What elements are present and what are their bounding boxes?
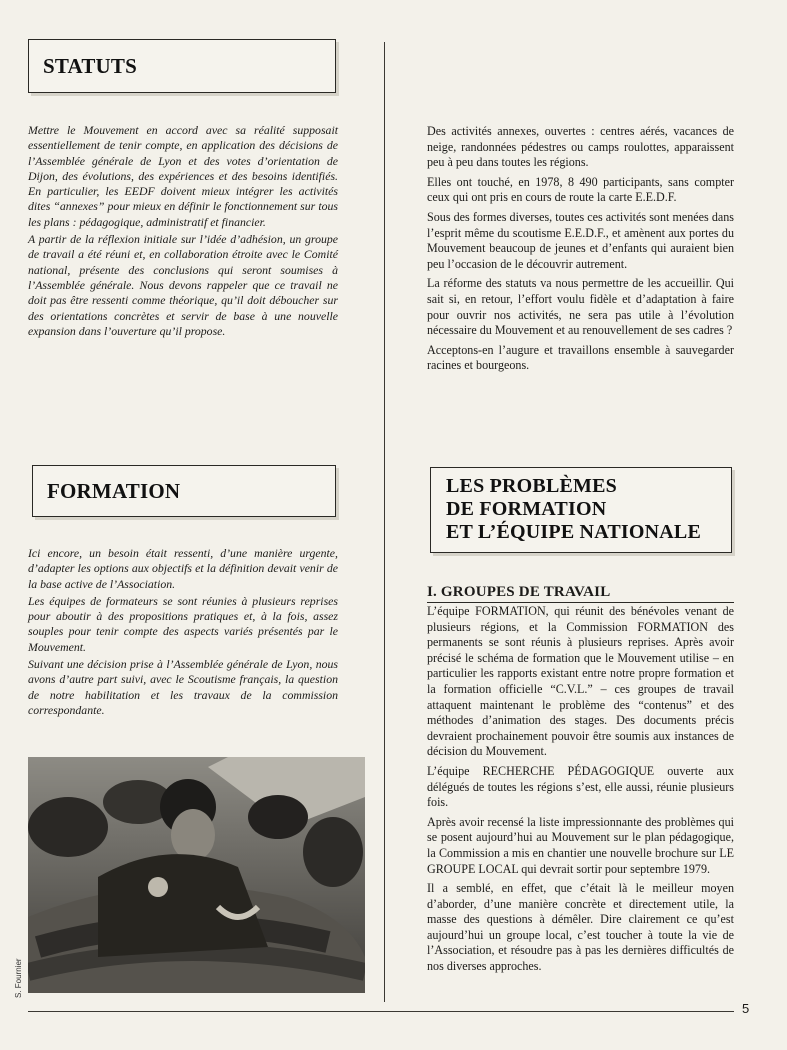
photo-credit-wrap — [14, 958, 54, 1007]
problemes-paragraph: L’équipe RECHERCHE PÉDAGOGIQUE ouverte aux délégués de toutes les régions s’est, elle aussi, réunie plusieurs fois. — [427, 763, 734, 810]
problemes-paragraph: L’équipe FORMATION, qui réunit des bénévoles venant de plusieurs régions, et la Commission FORMATION des permanents se sont réunis à plusieurs reprises. Après avoir précisé le schéma de formation que le Mouvement utilise – en particulier les rapports existant entre notre propre formation et la formation officielle “C.V.L.” – ces groupes de travail attaquent maintenant le problème des “contenus” et des méthodes d’animation des stages. Des documents précis devraient prochainement pouvoir être soumis aux instances de décision du Mouvement. — [427, 604, 734, 759]
formation-paragraph: Les équipes de formateurs se sont réunies à plusieurs reprises pour aboutir à des propositions pratiques et, à la fois, assez souples pour tenir compte des aspects variés présentés par le Mouvement. — [28, 593, 338, 654]
problemes-title-line: DE FORMATION — [446, 498, 607, 520]
page-number: 5 — [742, 1001, 750, 1016]
statuts-text — [28, 123, 338, 339]
photo-credit: S. Fournier — [14, 958, 23, 998]
formation-paragraph: Ici encore, un besoin était ressenti, d’une manière urgente, d’adapter les options aux objectifs et la définition devait venir de la base active de l’Association. — [28, 546, 338, 591]
problemes-title — [446, 475, 701, 544]
problemes-title-line: LES PROBLÈMES — [446, 475, 617, 497]
section-heading: I. GROUPES DE TRAVAIL — [427, 584, 611, 600]
formation-paragraph: Suivant une décision prise à l’Assemblée générale de Lyon, nous avons d’autre part suivi, avec le Scoutisme français, la question de notre habilitation et les travaux de la commission correspondante. — [28, 657, 338, 717]
statuts-paragraph: A partir de la réflexion initiale sur l’idée d’adhésion, un groupe de travail a été réuni et, en collaboration étroite avec le Comité national, présente des conclusions qui seront soumises à l’Assemblée générale. Nous devons rappeler que ce travail ne doit pas être ressenti comme théorique, qu’il doit déboucher sur des orientations concrètes et servir de base à une nouvelle expansion dans l’ouverture qu’il propose. — [28, 232, 338, 338]
problemes-paragraph: Il a semblé, en effet, que c’était là le meilleur moyen d’aborder, d’une manière concrète et directement utile, la masse des questions à démêler. Dire clairement ce qu’est aujourd’hui un groupe local, c’est toucher à toute la vie de l’Association, et résoudre pas à pas les dernières difficultés de nos diverses approches. — [427, 881, 734, 974]
column-divider — [384, 42, 385, 1002]
group-photo — [28, 757, 365, 993]
problemes-title-line: ET L’ÉQUIPE NATIONALE — [446, 521, 702, 543]
statuts-title: STATUTS — [43, 54, 137, 78]
right-top-paragraph: Acceptons-en l’augure et travaillons ensemble à sauvegarder racines et bourgeons. — [427, 342, 734, 373]
right-top-paragraph: La réforme des statuts va nous permettre de les accueillir. Qui sait si, en retour, l’effort voulu fidèle et d’adaptation à faire pour ouvrir nos activités, ne sera pas utile à l’évolution nécessaire du Mouvement et au renouvellement de ses cadres ? — [427, 276, 734, 338]
formation-text — [28, 546, 338, 718]
section-heading-underline — [427, 602, 734, 603]
right-top-paragraph: Elles ont touché, en 1978, 8 490 participants, sans compter ceux qui ont pris en cours de route la carte E.E.D.F. — [427, 174, 734, 205]
problemes-paragraph: Après avoir recensé la liste impressionnante des problèmes qui se posent aujourd’hui au Mouvement sur le plan pédagogique, la Commission a mis en chantier une nouvelle brochure sur LE GROUPE LOCAL qui devrait sortir pour septembre 1979. — [427, 814, 734, 876]
formation-title: FORMATION — [47, 479, 181, 503]
bottom-rule — [28, 1011, 734, 1012]
photo-illustration — [28, 757, 365, 993]
right-top-paragraph: Des activités annexes, ouvertes : centres aérés, vacances de neige, randonnées pédestres ou camps roulottes, apparaissent peu à peu dans toutes les régions. — [427, 124, 734, 170]
statuts-paragraph: Mettre le Mouvement en accord avec sa réalité supposait essentiellement de tenir compte, en application des décisions de l’Assemblée générale de Lyon et des votes d’orientation de Dijon, des évolutions, des expériences et des besoins identifiés. En particulier, les EEDF doivent mieux intégrer les activités dites “annexes” pour mieux en définir le fonctionnement sur tous les plans : pédagogique, administratif et financier. — [28, 123, 338, 229]
right-top-text — [427, 124, 734, 374]
problemes-text — [427, 604, 734, 975]
right-top-paragraph: Sous des formes diverses, toutes ces activités sont menées dans l’esprit même du scoutisme E.E.D.F., et amènent aux portes du Mouvement beaucoup de jeunes et d’enfants qui auraient bien peu l’occasion de le découvrir autrement. — [427, 209, 734, 271]
